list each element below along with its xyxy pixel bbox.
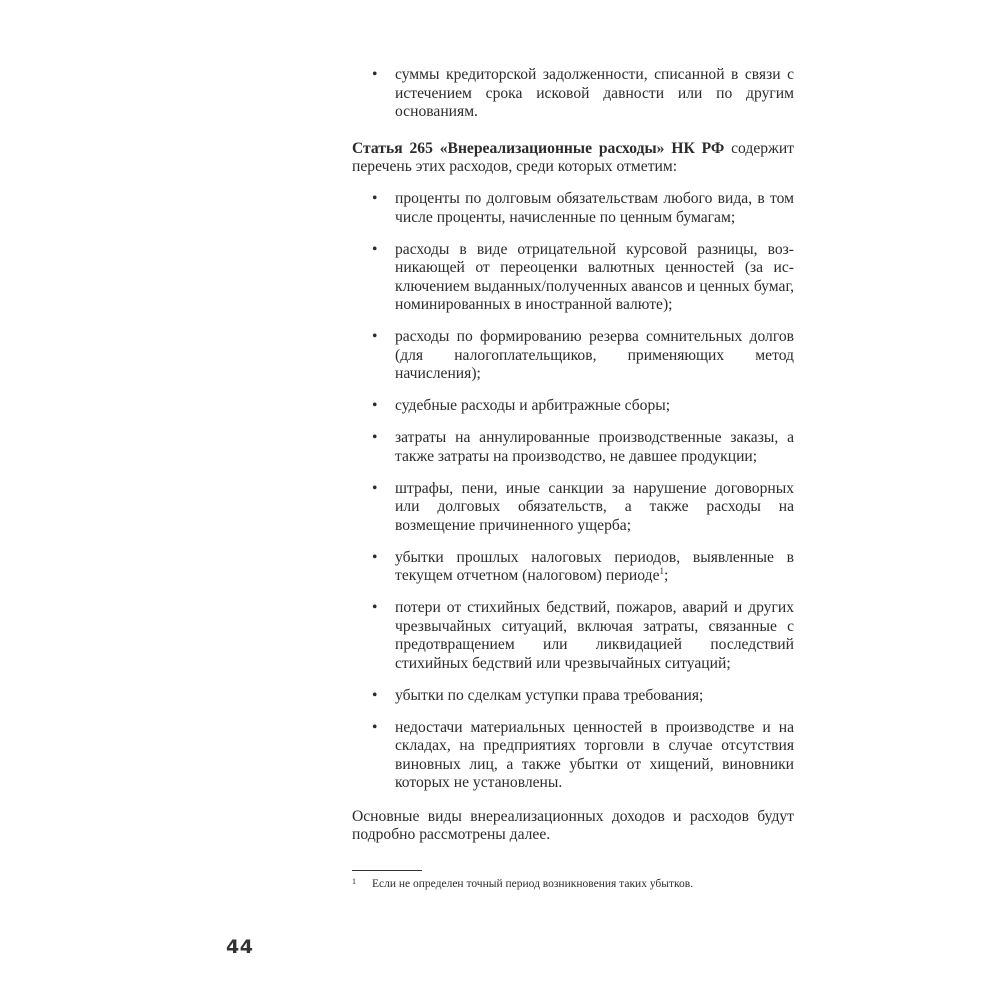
bullet-icon: • (372, 397, 378, 414)
list-item (352, 719, 794, 793)
list-item (352, 328, 794, 384)
list-item (352, 687, 794, 706)
bullet-icon: • (372, 479, 378, 497)
list-item-text: потери от стихийных бедствий, пожаров, аварий и других чрезвычайных ситуаций, включая затраты, связанные с предотвращением или ликвидацией последствий стихийных бедствий или чрезвычайных ситуаций; (395, 599, 794, 672)
bullet-icon: • (372, 240, 378, 258)
footnote-mark: 1 (352, 877, 356, 886)
page-number: 44 (226, 936, 254, 958)
list-item-text: затраты на аннулированные производственные заказы, а также затраты на производство, не давшее продукции; (395, 429, 794, 465)
bullet-icon: • (372, 66, 378, 83)
article-lead-paragraph (352, 140, 794, 177)
list-item-text: суммы кредиторской задолженности, списанной в связи с истечением срока исковой давности или по другим основаниям. (395, 66, 794, 120)
bullet-icon: • (372, 599, 378, 616)
bullet-icon: • (372, 686, 378, 704)
list-item (352, 480, 794, 536)
list-item-suffix: ; (663, 567, 669, 584)
list-item (352, 190, 794, 227)
footnote-divider (352, 870, 422, 871)
bullet-icon: • (372, 190, 378, 207)
bullet-icon: • (372, 718, 378, 736)
list-item (352, 241, 794, 315)
list-item (352, 397, 794, 416)
footnote (352, 877, 794, 891)
footnote-reference: 1 (659, 566, 664, 576)
intro-bullet-list (352, 66, 794, 122)
page-body (352, 66, 794, 845)
bullet-icon: • (372, 548, 378, 566)
list-item (352, 429, 794, 466)
bullet-icon: • (372, 328, 378, 345)
list-item (352, 599, 794, 673)
list-item-text: недостачи материальных ценностей в производстве и на складах, на предприятиях торговли в случае отсутствия виновных лиц, а также убытки от хищений, виновники которых не установлены. (395, 718, 794, 791)
list-item-text: штрафы, пени, иные санкции за нарушение договорных или долговых обязательств, а также расходы на возмещение причиненного ущерба; (395, 479, 794, 534)
bullet-icon: • (372, 429, 378, 446)
list-item-text: убытки по сделкам уступки права требования; (395, 686, 704, 704)
list-item-text: убытки прошлых налоговых периодов, выявленные в текущем отчетном (налоговом) периоде (395, 548, 794, 584)
list-item-text: судебные расходы и арбитражные сборы; (395, 397, 671, 414)
list-item (352, 549, 794, 586)
footnote-text: Если не определен точный период возникновения таких убытков. (372, 878, 694, 890)
list-item-text: расходы в виде отрицательной курсовой разницы, возникающей от переоценки валютных ценностей (за исключением выданных/полученных авансов и ценных бумаг, номинированных в иностранной валюте); (395, 240, 794, 313)
expense-bullet-list (352, 190, 794, 793)
article-lead-text: содержит перечень этих расходов, среди которых отметим: (352, 139, 794, 175)
list-item (352, 66, 794, 122)
list-item-text: расходы по формированию резерва сомнительных долгов (для налогоплательщиков, применяющих метод начисления); (395, 328, 794, 382)
article-title: Статья 265 «Внереализационные расходы» НК РФ (352, 139, 725, 157)
closing-paragraph: Основные виды внереализационных доходов и расходов будут подробно рассмотрены далее. (352, 807, 794, 843)
list-item-text: проценты по долговым обязательствам любого вида, в том числе проценты, начисленные по ценным бумагам; (395, 190, 794, 226)
